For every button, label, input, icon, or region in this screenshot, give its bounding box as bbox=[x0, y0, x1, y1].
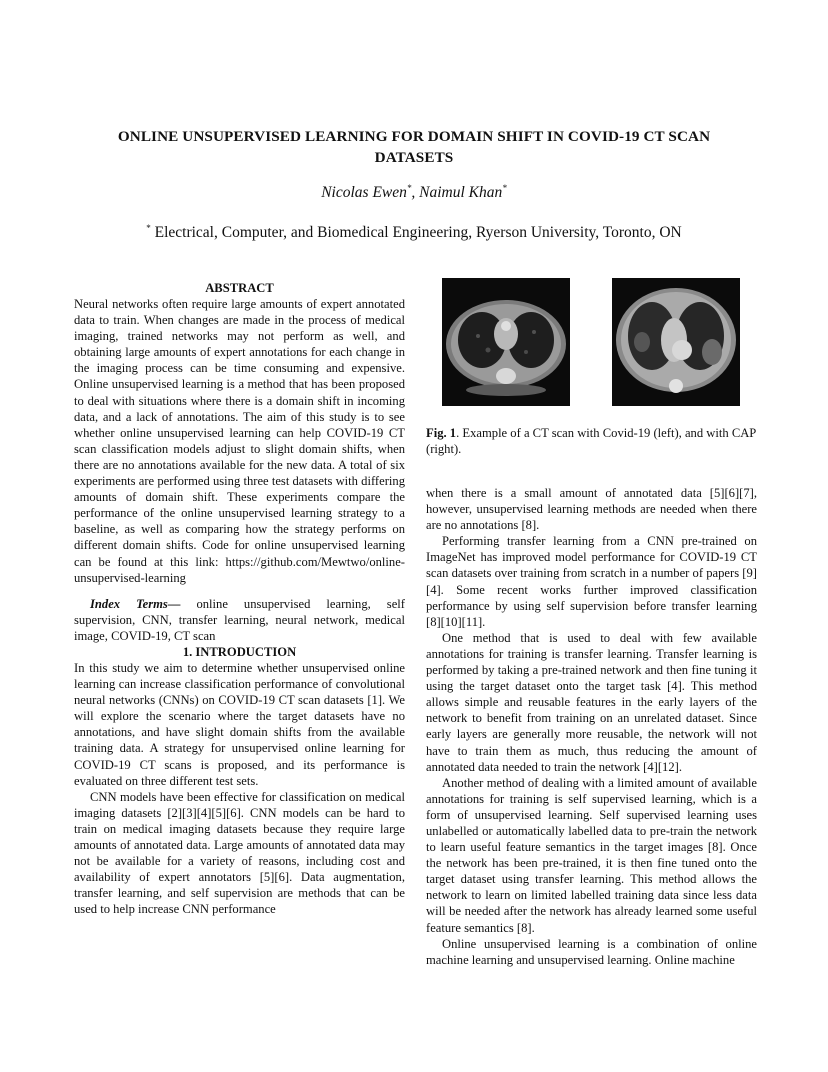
affiliation-mark: * bbox=[146, 223, 151, 233]
abstract-heading: ABSTRACT bbox=[205, 281, 274, 295]
index-terms-label: Index Terms— bbox=[90, 596, 181, 611]
figure-caption bbox=[426, 425, 757, 457]
left-column bbox=[74, 280, 405, 917]
introduction-heading: 1. INTRODUCTION bbox=[182, 644, 297, 659]
author-name: Nicolas Ewen bbox=[321, 184, 407, 201]
author-line bbox=[80, 183, 748, 203]
author-mark: * bbox=[502, 183, 507, 193]
paper-title: ONLINE UNSUPERVISED LEARNING FOR DOMAIN SHIFT IN COVID-19 CT SCAN DATASETS bbox=[117, 128, 711, 166]
index-terms bbox=[74, 596, 405, 644]
intro-paragraph: CNN models have been effective for classification on medical imaging datasets [2][3][4][5][6]. CNN models can be hard to train on medical imaging datasets because they require large amounts of annotated data. Large amounts of annotated data may not be available for a variety of reasons, including cost and availability of expert annotators [5][6]. Data augmentation, transfer learning, and self supervision are methods that can be used to help increase CNN performance bbox=[74, 789, 405, 917]
intro-paragraph: Another method of dealing with a limited amount of available annotations for training is self supervised learning, which is a form of unsupervised learning. Self supervised learning uses unlabelled or automatically labelled data to pre-train the network to learn useful feature semantics in the target images [8]. Once the network has been pre-trained, it is then fine tuned onto the target dataset using transfer learning. This method allows the network to learn on limited labelled training data since less data will be needed after the network has already learned some useful feature semantics [8]. bbox=[426, 775, 757, 935]
intro-paragraph: In this study we aim to determine whether unsupervised online learning can increase classification performance of convolutional neural networks (CNNs) on COVID-19 CT scan datasets [1]. We will explore the scenario where the target datasets have no annotations, and have slight domain shifts from the available training data. A strategy for unsupervised online learning for COVID-19 CT scans is proposed, and its performance is evaluated on three different test sets. bbox=[74, 660, 405, 788]
affiliation bbox=[80, 223, 748, 243]
intro-paragraph: Performing transfer learning from a CNN pre-trained on ImageNet has improved model performance for COVID-19 CT scan datasets over training from scratch in a number of papers [9][4]. Some recent works further improved classification performance by using self supervision before transfer learning [8][10][11]. bbox=[426, 534, 757, 629]
figure-1 bbox=[426, 278, 757, 406]
intro-paragraph: Online unsupervised learning is a combination of online machine learning and unsupervised learning. Online machine bbox=[426, 936, 757, 967]
right-column bbox=[426, 485, 757, 968]
index-terms-text: online unsupervised learning, self supervision, CNN, transfer learning, neural network, medical image, COVID-19, CT scan bbox=[74, 596, 405, 643]
intro-paragraph: One method that is used to deal with few available annotations for training is transfer learning. Transfer learning is performed by taking a pre-trained network and then fine tuning it using the target dataset onto the target task [4]. This method allows simple and reusable features in the early layers of the network to benefit from training on an unrelated dataset. Since early layers are generally more reusable, the network will not have to train them as much, thus reducing the amount of annotated data needed to train the network [4][12]. bbox=[426, 630, 757, 774]
abstract-text: Neural networks often require large amounts of expert annotated data to train. When changes are made in the process of medical imaging, trained networks may not perform as well, and obtaining large amounts of expert annotations for each change in the imaging process can be time consuming and expensive. Online unsupervised learning is a method that has been proposed to deal with situations where there is a domain shift in incoming data, and a lack of annotations. The aim of this study is to see whether online unsupervised learning can help COVID-19 CT scan classification models adjust to slight domain shifts, when there are no annotations available for the new data. A total of six experiments are performed using three test datasets with differing amounts of domain shift. These experiments compare the performance of the online unsupervised learning strategy to a baseline, as well as comparing how the strategy performs on different domain shifts. Code for online unsupervised learning can be found at this link: https://github.com/Mewtwo/online-unsupervised-learning bbox=[74, 297, 405, 585]
author-name: Naimul Khan bbox=[419, 184, 503, 201]
affiliation-text: Electrical, Computer, and Biomedical Engineering, Ryerson University, Toronto, ON bbox=[154, 224, 682, 241]
ct-scan-cap-image bbox=[612, 278, 740, 406]
author-separator: , bbox=[411, 184, 420, 201]
intro-paragraph: when there is a small amount of annotated data [5][6][7], however, unsupervised learning methods are needed when there are no annotations [8]. bbox=[426, 486, 757, 533]
figure-label: Fig. 1 bbox=[426, 426, 457, 440]
author-mark: * bbox=[406, 183, 412, 193]
figure-caption-text: . Example of a CT scan with Covid-19 (left), and with CAP (right). bbox=[426, 426, 756, 457]
ct-scan-covid-image bbox=[442, 278, 570, 406]
